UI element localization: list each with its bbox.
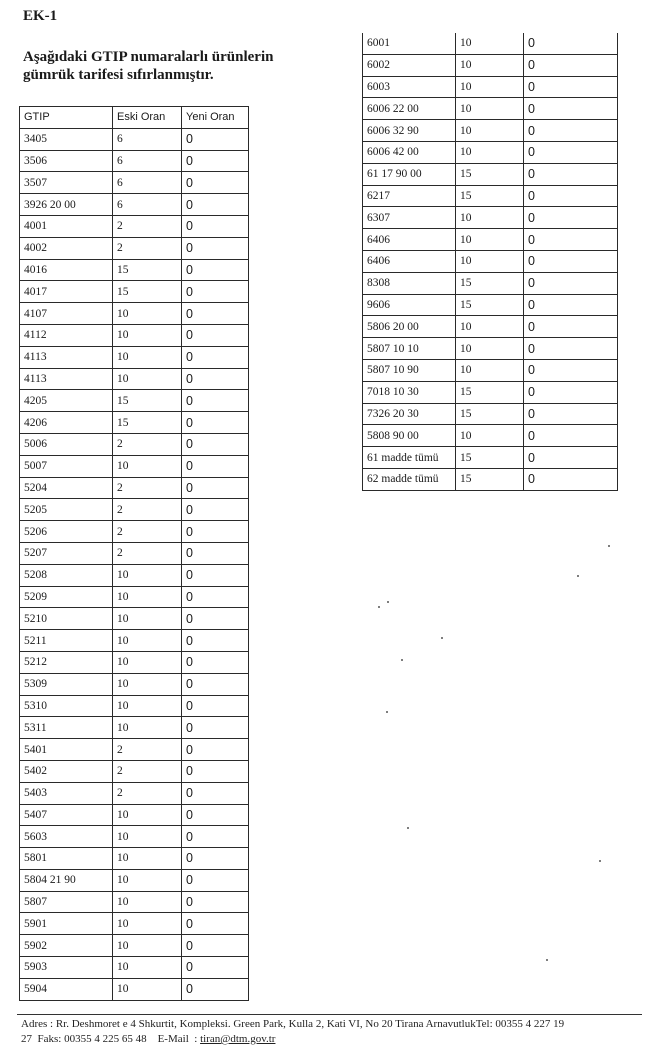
gtip-code-cell: 4206	[20, 412, 113, 434]
table-row	[20, 760, 249, 782]
table-row	[20, 957, 249, 979]
table-row	[363, 272, 618, 294]
old-rate-cell: 15	[456, 447, 524, 469]
new-rate-cell: 0	[524, 381, 618, 403]
old-rate-cell: 10	[113, 564, 182, 586]
new-rate-cell: 0	[182, 760, 249, 782]
gtip-code-cell: 6003	[363, 76, 456, 98]
new-rate-cell: 0	[182, 957, 249, 979]
gtip-code-cell: 4205	[20, 390, 113, 412]
gtip-code-cell: 6406	[363, 229, 456, 251]
new-rate-cell: 0	[524, 120, 618, 142]
table-row	[363, 120, 618, 142]
old-rate-cell: 15	[113, 259, 182, 281]
table-row	[20, 651, 249, 673]
old-rate-cell: 10	[456, 33, 524, 54]
table-row	[20, 194, 249, 216]
new-rate-cell: 0	[182, 412, 249, 434]
table-row	[363, 76, 618, 98]
new-rate-cell: 0	[182, 215, 249, 237]
new-rate-cell: 0	[182, 608, 249, 630]
table-row	[20, 521, 249, 543]
scan-speck	[546, 959, 548, 961]
new-rate-cell: 0	[182, 542, 249, 564]
column-header-gtip: GTIP	[20, 107, 113, 129]
table-row	[20, 324, 249, 346]
table-row	[20, 259, 249, 281]
new-rate-cell: 0	[524, 338, 618, 360]
table-row	[20, 412, 249, 434]
column-header-new-rate: Yeni Oran	[182, 107, 249, 129]
gtip-code-cell: 5904	[20, 978, 113, 1000]
old-rate-cell: 10	[456, 316, 524, 338]
table-row	[363, 294, 618, 316]
gtip-code-cell: 61 17 90 00	[363, 163, 456, 185]
new-rate-cell: 0	[524, 294, 618, 316]
table-row	[363, 33, 618, 54]
table-row	[363, 403, 618, 425]
gtip-code-cell: 5309	[20, 673, 113, 695]
gtip-code-cell: 9606	[363, 294, 456, 316]
gtip-code-cell: 6006 42 00	[363, 141, 456, 163]
table-row	[20, 281, 249, 303]
gtip-code-cell: 5903	[20, 957, 113, 979]
gtip-code-cell: 5210	[20, 608, 113, 630]
table-row	[363, 207, 618, 229]
old-rate-cell: 10	[113, 303, 182, 325]
gtip-code-cell: 5902	[20, 935, 113, 957]
heading-line-2: gümrük tarifesi sıfırlanmıştır.	[23, 67, 214, 83]
gtip-code-cell: 5212	[20, 651, 113, 673]
old-rate-cell: 2	[113, 237, 182, 259]
new-rate-cell: 0	[524, 272, 618, 294]
new-rate-cell: 0	[182, 368, 249, 390]
new-rate-cell: 0	[182, 630, 249, 652]
table-row	[20, 455, 249, 477]
gtip-code-cell: 5006	[20, 433, 113, 455]
table-row	[363, 163, 618, 185]
table-row	[20, 477, 249, 499]
new-rate-cell: 0	[524, 207, 618, 229]
old-rate-cell: 2	[113, 760, 182, 782]
old-rate-cell: 10	[113, 717, 182, 739]
old-rate-cell: 15	[456, 163, 524, 185]
gtip-code-cell: 5007	[20, 455, 113, 477]
gtip-code-cell: 5402	[20, 760, 113, 782]
table-row	[363, 381, 618, 403]
gtip-code-cell: 4112	[20, 324, 113, 346]
gtip-code-cell: 4113	[20, 346, 113, 368]
table-row	[20, 346, 249, 368]
old-rate-cell: 10	[113, 324, 182, 346]
footer-email-link[interactable]: tiran@dtm.gov.tr	[200, 1033, 276, 1045]
table-row	[363, 229, 618, 251]
old-rate-cell: 2	[113, 433, 182, 455]
old-rate-cell: 10	[456, 120, 524, 142]
gtip-code-cell: 6006 32 90	[363, 120, 456, 142]
footer-contact-line	[21, 1032, 661, 1047]
old-rate-cell: 6	[113, 172, 182, 194]
gtip-code-cell: 5407	[20, 804, 113, 826]
new-rate-cell: 0	[182, 804, 249, 826]
old-rate-cell: 10	[113, 651, 182, 673]
new-rate-cell: 0	[182, 128, 249, 150]
old-rate-cell: 10	[113, 368, 182, 390]
table-row	[363, 185, 618, 207]
table-row	[20, 172, 249, 194]
table-row	[20, 128, 249, 150]
gtip-code-cell: 6406	[363, 250, 456, 272]
new-rate-cell: 0	[182, 150, 249, 172]
table-row	[20, 586, 249, 608]
new-rate-cell: 0	[182, 586, 249, 608]
new-rate-cell: 0	[524, 33, 618, 54]
gtip-code-cell: 6001	[363, 33, 456, 54]
old-rate-cell: 15	[113, 412, 182, 434]
table-row	[20, 739, 249, 761]
table-row	[20, 913, 249, 935]
new-rate-cell: 0	[182, 346, 249, 368]
new-rate-cell: 0	[182, 564, 249, 586]
table-row	[20, 368, 249, 390]
new-rate-cell: 0	[524, 425, 618, 447]
new-rate-cell: 0	[182, 194, 249, 216]
gtip-code-cell: 5208	[20, 564, 113, 586]
old-rate-cell: 10	[456, 359, 524, 381]
gtip-code-cell: 5401	[20, 739, 113, 761]
tariff-table-right	[362, 33, 618, 491]
new-rate-cell: 0	[182, 477, 249, 499]
new-rate-cell: 0	[524, 250, 618, 272]
scan-speck	[599, 860, 601, 862]
new-rate-cell: 0	[182, 651, 249, 673]
old-rate-cell: 2	[113, 521, 182, 543]
new-rate-cell: 0	[182, 891, 249, 913]
new-rate-cell: 0	[182, 848, 249, 870]
column-header-old-rate: Eski Oran	[113, 107, 182, 129]
gtip-code-cell: 5603	[20, 826, 113, 848]
gtip-code-cell: 3405	[20, 128, 113, 150]
new-rate-cell: 0	[182, 913, 249, 935]
new-rate-cell: 0	[524, 76, 618, 98]
table-row	[20, 499, 249, 521]
gtip-code-cell: 5204	[20, 477, 113, 499]
gtip-code-cell: 6307	[363, 207, 456, 229]
old-rate-cell: 10	[113, 586, 182, 608]
old-rate-cell: 10	[456, 338, 524, 360]
old-rate-cell: 2	[113, 499, 182, 521]
table-row	[363, 468, 618, 490]
new-rate-cell: 0	[182, 782, 249, 804]
gtip-code-cell: 4002	[20, 237, 113, 259]
table-row	[363, 447, 618, 469]
new-rate-cell: 0	[524, 163, 618, 185]
table-header-row	[20, 107, 249, 129]
new-rate-cell: 0	[182, 455, 249, 477]
gtip-code-cell: 5403	[20, 782, 113, 804]
table-row	[363, 98, 618, 120]
new-rate-cell: 0	[182, 978, 249, 1000]
gtip-code-cell: 5206	[20, 521, 113, 543]
table-row	[20, 150, 249, 172]
old-rate-cell: 10	[456, 98, 524, 120]
scan-speck	[401, 659, 403, 661]
new-rate-cell: 0	[524, 316, 618, 338]
old-rate-cell: 10	[113, 913, 182, 935]
heading-line-1: Aşağıdaki GTIP numaralarlı ürünlerin	[23, 49, 274, 65]
gtip-code-cell: 5807	[20, 891, 113, 913]
tariff-table-left	[19, 106, 249, 1001]
table-row	[20, 630, 249, 652]
scan-speck	[378, 606, 380, 608]
old-rate-cell: 2	[113, 782, 182, 804]
old-rate-cell: 10	[113, 673, 182, 695]
old-rate-cell: 2	[113, 739, 182, 761]
gtip-code-cell: 5207	[20, 542, 113, 564]
gtip-code-cell: 61 madde tümü	[363, 447, 456, 469]
table-row	[363, 54, 618, 76]
new-rate-cell: 0	[182, 739, 249, 761]
table-row	[363, 250, 618, 272]
gtip-code-cell: 5205	[20, 499, 113, 521]
old-rate-cell: 6	[113, 128, 182, 150]
table-row	[20, 978, 249, 1000]
old-rate-cell: 10	[456, 207, 524, 229]
old-rate-cell: 10	[113, 346, 182, 368]
new-rate-cell: 0	[182, 869, 249, 891]
new-rate-cell: 0	[182, 172, 249, 194]
old-rate-cell: 15	[456, 381, 524, 403]
new-rate-cell: 0	[182, 499, 249, 521]
gtip-code-cell: 5808 90 00	[363, 425, 456, 447]
gtip-code-cell: 6006 22 00	[363, 98, 456, 120]
old-rate-cell: 2	[113, 477, 182, 499]
new-rate-cell: 0	[182, 717, 249, 739]
table-row	[20, 564, 249, 586]
gtip-code-cell: 5311	[20, 717, 113, 739]
new-rate-cell: 0	[182, 237, 249, 259]
new-rate-cell: 0	[182, 695, 249, 717]
old-rate-cell: 10	[113, 869, 182, 891]
old-rate-cell: 10	[456, 76, 524, 98]
old-rate-cell: 10	[456, 250, 524, 272]
gtip-code-cell: 5211	[20, 630, 113, 652]
old-rate-cell: 10	[113, 804, 182, 826]
new-rate-cell: 0	[182, 390, 249, 412]
new-rate-cell: 0	[182, 259, 249, 281]
old-rate-cell: 15	[456, 272, 524, 294]
old-rate-cell: 15	[113, 390, 182, 412]
gtip-code-cell: 5901	[20, 913, 113, 935]
old-rate-cell: 2	[113, 542, 182, 564]
scan-speck	[577, 575, 579, 577]
old-rate-cell: 15	[456, 468, 524, 490]
table-row	[20, 695, 249, 717]
table-row	[20, 303, 249, 325]
table-row	[363, 359, 618, 381]
table-row	[20, 848, 249, 870]
table-row	[363, 425, 618, 447]
new-rate-cell: 0	[524, 54, 618, 76]
gtip-code-cell: 4017	[20, 281, 113, 303]
scan-speck	[608, 545, 610, 547]
gtip-code-cell: 3506	[20, 150, 113, 172]
new-rate-cell: 0	[524, 468, 618, 490]
new-rate-cell: 0	[182, 673, 249, 695]
table-row	[20, 215, 249, 237]
table-row	[20, 782, 249, 804]
scan-speck	[407, 827, 409, 829]
table-row	[20, 433, 249, 455]
old-rate-cell: 10	[456, 229, 524, 251]
table-row	[20, 717, 249, 739]
old-rate-cell: 6	[113, 194, 182, 216]
old-rate-cell: 10	[113, 848, 182, 870]
footer-phone-fax: 27 Faks: 00355 4 225 65 48 E-Mail :	[21, 1033, 201, 1045]
old-rate-cell: 10	[113, 455, 182, 477]
old-rate-cell: 15	[456, 403, 524, 425]
old-rate-cell: 15	[456, 185, 524, 207]
table-row	[20, 673, 249, 695]
new-rate-cell: 0	[182, 303, 249, 325]
annex-label: EK-1	[23, 8, 58, 24]
old-rate-cell: 10	[113, 826, 182, 848]
table-row	[20, 804, 249, 826]
gtip-code-cell: 4107	[20, 303, 113, 325]
gtip-code-cell: 6217	[363, 185, 456, 207]
old-rate-cell: 10	[113, 891, 182, 913]
new-rate-cell: 0	[182, 281, 249, 303]
gtip-code-cell: 5807 10 90	[363, 359, 456, 381]
footer-address-line: Adres : Rr. Deshmoret e 4 Shkurtit, Kompleksi. Green Park, Kulla 2, Kati VI, No 20 Tirana ArnavutlukTel: 00355 4 227 19	[21, 1018, 565, 1030]
old-rate-cell: 10	[113, 957, 182, 979]
gtip-code-cell: 5801	[20, 848, 113, 870]
gtip-code-cell: 4016	[20, 259, 113, 281]
table-row	[20, 826, 249, 848]
gtip-code-cell: 7018 10 30	[363, 381, 456, 403]
new-rate-cell: 0	[182, 935, 249, 957]
table-row	[20, 608, 249, 630]
document-heading	[23, 48, 333, 84]
new-rate-cell: 0	[524, 98, 618, 120]
gtip-code-cell: 4001	[20, 215, 113, 237]
old-rate-cell: 10	[113, 935, 182, 957]
new-rate-cell: 0	[524, 447, 618, 469]
table-row	[20, 935, 249, 957]
table-row	[20, 891, 249, 913]
table-row	[20, 390, 249, 412]
gtip-code-cell: 4113	[20, 368, 113, 390]
scan-speck	[441, 637, 443, 639]
old-rate-cell: 10	[113, 695, 182, 717]
scan-speck	[387, 601, 389, 603]
gtip-code-cell: 7326 20 30	[363, 403, 456, 425]
gtip-code-cell: 5310	[20, 695, 113, 717]
new-rate-cell: 0	[182, 521, 249, 543]
gtip-code-cell: 8308	[363, 272, 456, 294]
table-row	[20, 542, 249, 564]
new-rate-cell: 0	[524, 185, 618, 207]
gtip-code-cell: 62 madde tümü	[363, 468, 456, 490]
old-rate-cell: 15	[456, 294, 524, 316]
old-rate-cell: 10	[456, 141, 524, 163]
footer-divider	[17, 1014, 642, 1015]
old-rate-cell: 10	[113, 978, 182, 1000]
gtip-code-cell: 5804 21 90	[20, 869, 113, 891]
new-rate-cell: 0	[524, 229, 618, 251]
gtip-code-cell: 6002	[363, 54, 456, 76]
gtip-code-cell: 5806 20 00	[363, 316, 456, 338]
footer-address-block	[21, 1017, 661, 1047]
new-rate-cell: 0	[182, 433, 249, 455]
gtip-code-cell: 5209	[20, 586, 113, 608]
new-rate-cell: 0	[524, 141, 618, 163]
old-rate-cell: 10	[113, 608, 182, 630]
new-rate-cell: 0	[182, 324, 249, 346]
table-row	[20, 869, 249, 891]
gtip-code-cell: 3507	[20, 172, 113, 194]
table-row	[363, 316, 618, 338]
new-rate-cell: 0	[524, 403, 618, 425]
old-rate-cell: 10	[456, 425, 524, 447]
table-row	[20, 237, 249, 259]
old-rate-cell: 10	[456, 54, 524, 76]
old-rate-cell: 6	[113, 150, 182, 172]
old-rate-cell: 15	[113, 281, 182, 303]
table-row	[363, 338, 618, 360]
scan-speck	[386, 711, 388, 713]
gtip-code-cell: 5807 10 10	[363, 338, 456, 360]
new-rate-cell: 0	[182, 826, 249, 848]
gtip-code-cell: 3926 20 00	[20, 194, 113, 216]
old-rate-cell: 2	[113, 215, 182, 237]
table-row	[363, 141, 618, 163]
new-rate-cell: 0	[524, 359, 618, 381]
old-rate-cell: 10	[113, 630, 182, 652]
